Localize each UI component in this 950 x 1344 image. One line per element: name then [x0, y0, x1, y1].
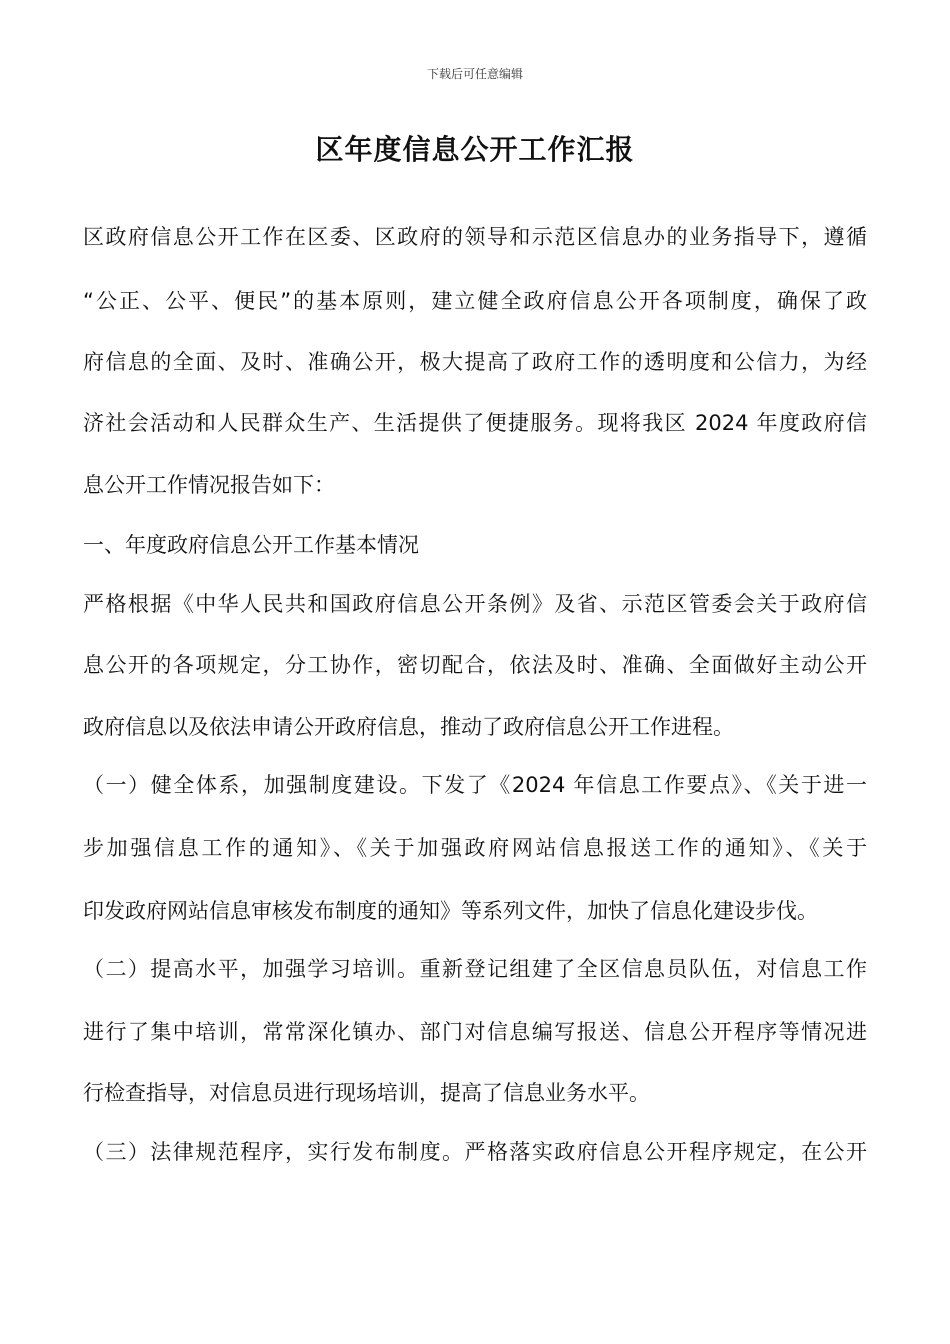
body-line: 济社会活动和人民群众生产、生活提供了便捷服务。现将我区 2024 年度政府信: [83, 411, 867, 435]
download-note: 下载后可任意编辑: [426, 67, 523, 81]
body-line: 步加强信息工作的通知》、《关于加强政府网站信息报送工作的通知》、《关于: [83, 836, 867, 860]
body-line: （三）法律规范程序，实行发布制度。严格落实政府信息公开程序规定，在公开: [83, 1140, 867, 1164]
body-line: 区政府信息公开工作在区委、区政府的领导和示范区信息办的业务指导下，遵循: [83, 225, 867, 249]
body-line: 府信息的全面、及时、准确公开，极大提高了政府工作的透明度和公信力，为经: [83, 350, 867, 374]
body-line: （二）提高水平，加强学习培训。重新登记组建了全区信息员队伍，对信息工作: [83, 957, 867, 981]
body-line: 行检查指导，对信息员进行现场培训，提高了信息业务水平。: [83, 1081, 650, 1105]
body-line: 息公开的各项规定，分工协作，密切配合，依法及时、准确、全面做好主动公开: [83, 653, 867, 677]
body-line: 严格根据《中华人民共和国政府信息公开条例》及省、示范区管委会关于政府信: [83, 592, 867, 616]
body-line: （一）健全体系，加强制度建设。下发了《2024 年信息工作要点》、《关于进一: [83, 773, 867, 797]
body-line: 印发政府网站信息审核发布制度的通知》等系列文件，加快了信息化建设步伐。: [83, 899, 818, 923]
body-line: 息公开工作情况报告如下：: [83, 473, 335, 497]
section-heading: 一、年度政府信息公开工作基本情况: [83, 533, 419, 557]
body-line: 政府信息以及依法申请公开政府信息，推动了政府信息公开工作进程。: [83, 715, 734, 739]
body-line: 进行了集中培训，常常深化镇办、部门对信息编写报送、信息公开程序等情况进: [83, 1020, 867, 1044]
body-line: “公正、公平、便民”的基本原则，建立健全政府信息公开各项制度，确保了政: [83, 289, 867, 313]
document-title: 区年度信息公开工作汇报: [315, 133, 635, 166]
